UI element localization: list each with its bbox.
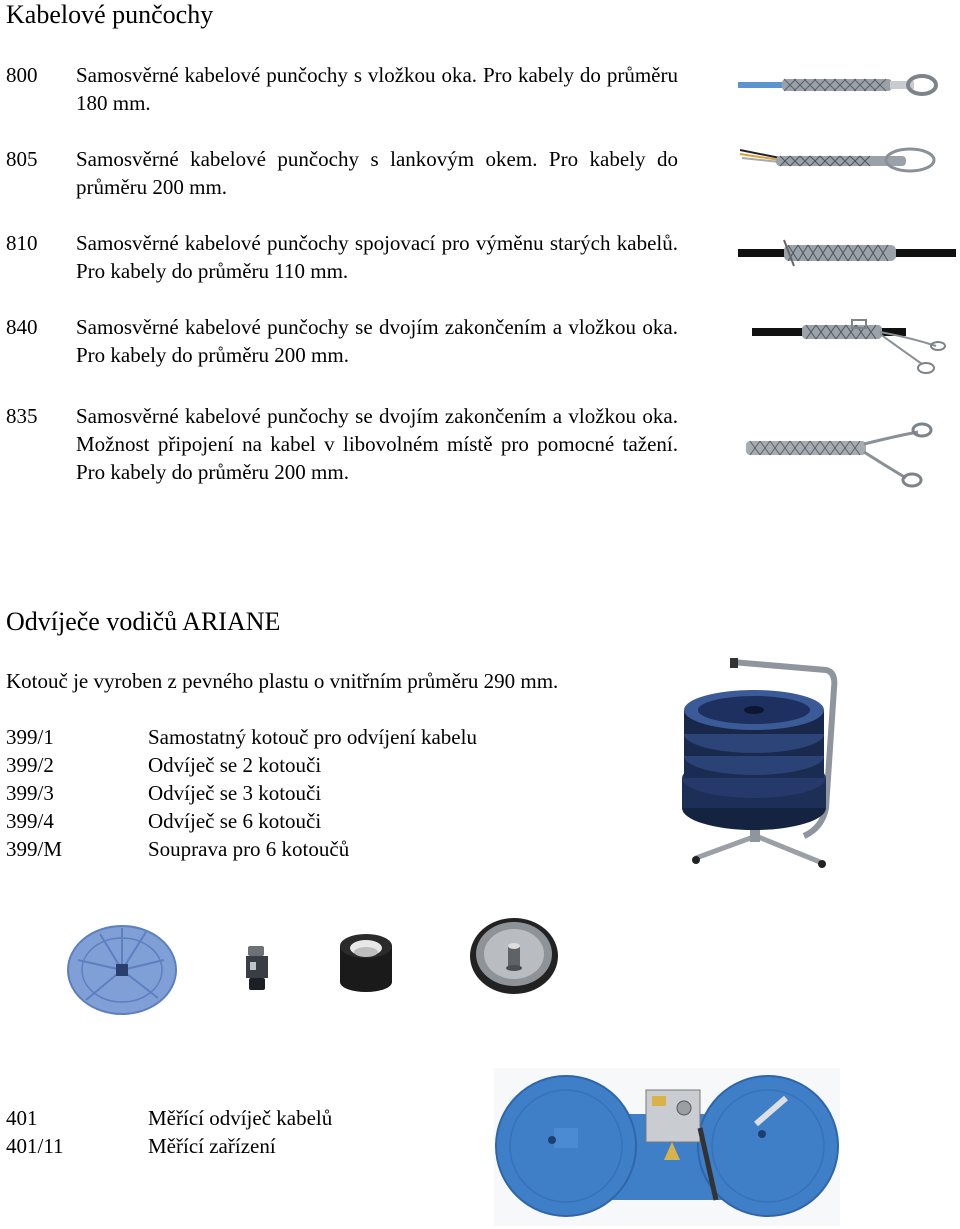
cable-sock-split-icon [746,420,936,490]
item-description: Samosvěrné kabelové punčochy spojovací pro výměnu starých kabelů. Pro kabely do průměru 110 mm. [76,231,678,283]
reel-stand-icon [676,658,850,872]
item-description: Samosvěrné kabelové punčochy s vložkou oka. Pro kabely do průměru 180 mm. [76,63,678,115]
item-description: Odvíječ se 3 kotouči [148,781,322,805]
item-description: Odvíječ se 2 kotouči [148,753,322,777]
item-code: 399/4 [6,809,54,833]
blue-disc-icon [66,920,178,1018]
item-description: Souprava pro 6 kotoučů [148,837,350,861]
item-description: Měřící odvíječ kabelů [148,1106,333,1130]
item-description: Samosvěrné kabelové punčochy se dvojím zakončením a vložkou oka. Možnost připojení na kabel v libovolném místě pro pomocné tažení. Pro kabely do průměru 200 mm. [76,404,678,484]
cable-sock-connecting-icon [738,238,956,268]
item-code: 805 [6,147,38,171]
item-code: 810 [6,231,38,255]
item-description: Samosvěrné kabelové punčochy se dvojím zakončením a vložkou oka. Pro kabely do průměru 200 mm. [76,315,678,367]
item-code: 840 [6,315,38,339]
item-code: 399/1 [6,725,54,749]
ring-bushing-icon [338,930,394,994]
item-code: 399/M [6,837,63,861]
section-intro: Kotouč je vyroben z pevného plastu o vnitřním průměru 290 mm. [6,669,559,693]
measuring-unwinder-icon [494,1068,840,1226]
item-code: 835 [6,404,38,428]
item-code: 401/11 [6,1134,64,1158]
hub-insert-icon [244,944,270,992]
item-code: 399/2 [6,753,54,777]
item-code: 399/3 [6,781,54,805]
item-description: Odvíječ se 6 kotouči [148,809,322,833]
cable-sock-wire-loop-icon [740,140,940,182]
item-code: 401 [6,1106,38,1130]
section-title-cable-socks: Kabelové punčochy [6,0,214,29]
cable-sock-double-end-icon [752,316,948,378]
item-description: Samostatný kotouč pro odvíjení kabelu [148,725,477,749]
spool-drum-icon [468,914,562,998]
cable-sock-eye-icon [738,68,943,102]
item-description: Měřící zařízení [148,1134,276,1158]
item-description: Samosvěrné kabelové punčochy s lankovým okem. Pro kabely do průměru 200 mm. [76,147,678,199]
item-code: 800 [6,63,38,87]
section-title-unwinders: Odvíječe vodičů ARIANE [6,607,281,636]
